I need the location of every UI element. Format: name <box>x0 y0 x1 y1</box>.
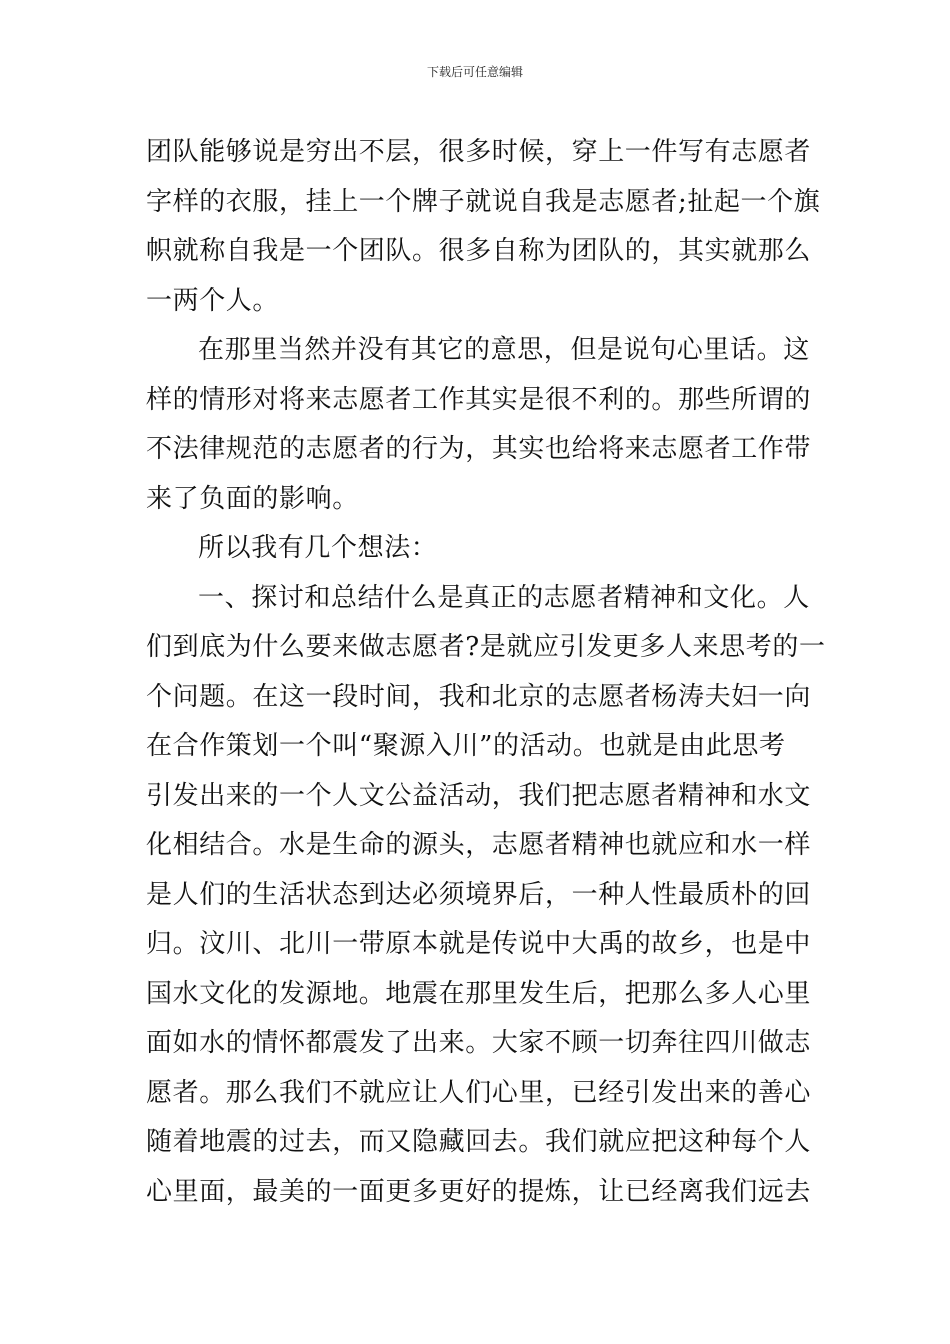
text-line: 心里面，最美的一面更多更好的提炼，让已经离我们远去 <box>146 1176 812 1207</box>
paragraph-first-line: 一、探讨和总结什么是真正的志愿者精神和文化。人 <box>198 582 810 613</box>
text-line: 不法律规范的志愿者的行为，其实也给将来志愿者工作带 <box>146 434 812 464</box>
paragraph-first-line: 在那里当然并没有其它的意思，但是说句心里话。这 <box>198 335 810 365</box>
text-line: 面如水的情怀都震发了出来。大家不顾一切奔往四川做志 <box>146 1028 812 1058</box>
text-line: 在合作策划一个叫“聚源入川”的活动。也就是由此思考 <box>146 731 786 761</box>
page-header: 下载后可任意编辑 <box>426 65 523 79</box>
text-line: 愿者。那么我们不就应让人们心里，已经引发出来的善心 <box>146 1077 812 1108</box>
text-line: 归。汶川、北川一带原本就是传说中大禹的故乡，也是中 <box>146 929 812 959</box>
text-line: 帜就称自我是一个团队。很多自称为团队的，其实就那么 <box>146 236 812 266</box>
text-line: 国水文化的发源地。地震在那里发生后，把那么多人心里 <box>146 978 812 1009</box>
text-line: 们到底为什么要来做志愿者?是就应引发更多人来思考的一 <box>146 632 826 662</box>
text-line: 随着地震的过去，而又隐藏回去。我们就应把这种每个人 <box>146 1127 812 1157</box>
text-line: 化相结合。水是生命的源头，志愿者精神也就应和水一样 <box>146 830 812 860</box>
text-line: 是人们的生活状态到达必须境界后，一种人性最质朴的回 <box>146 879 812 910</box>
text-line: 来了负面的影响。 <box>146 483 359 514</box>
text-line: 引发出来的一个人文公益活动，我们把志愿者精神和水文 <box>146 780 812 811</box>
text-line: 样的情形对将来志愿者工作其实是很不利的。那些所谓的 <box>146 384 812 415</box>
text-line: 字样的衣服，挂上一个牌子就说自我是志愿者;扯起一个旗 <box>146 186 821 217</box>
paragraph-first-line: 所以我有几个想法： <box>198 533 438 563</box>
document-body <box>146 128 826 1217</box>
text-line: 一两个人。 <box>146 285 280 316</box>
text-line: 个问题。在这一段时间，我和北京的志愿者杨涛夫妇一向 <box>146 681 812 712</box>
text-line: 团队能够说是穷出不层，很多时候，穿上一件写有志愿者 <box>146 137 812 167</box>
